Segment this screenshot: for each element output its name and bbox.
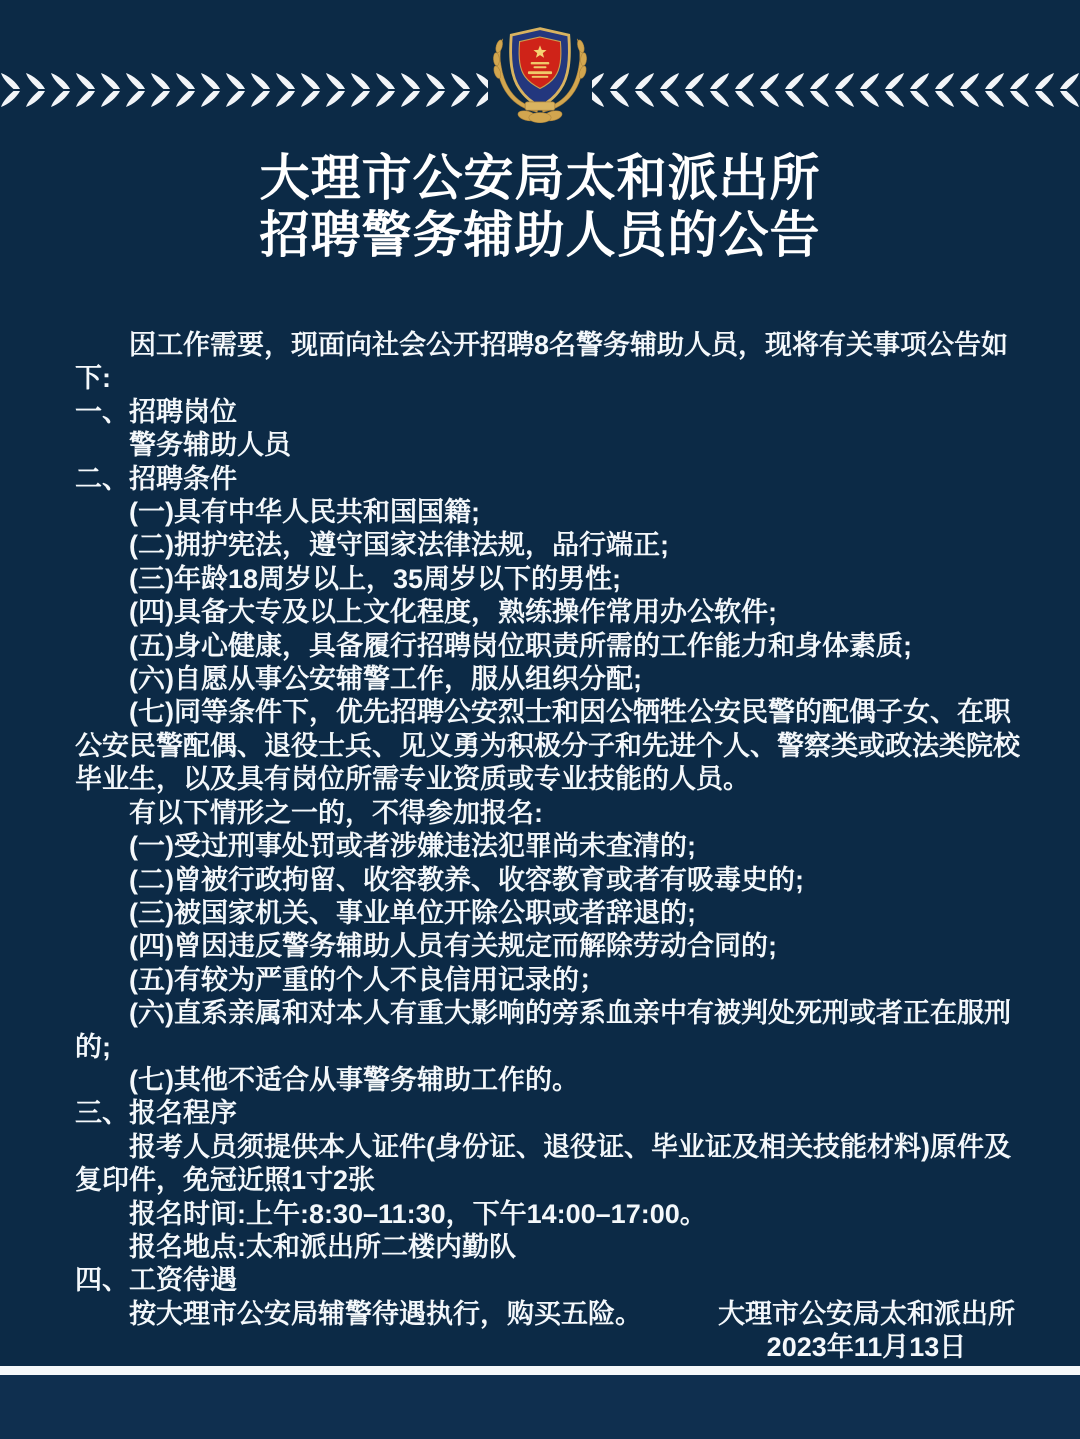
body-paragraph: 报名地点:太和派出所二楼内勤队 bbox=[129, 1231, 516, 1262]
signature-block bbox=[718, 1298, 1015, 1364]
body-paragraph: (四)曾因违反警务辅助人员有关规定而解除劳动合同的; bbox=[129, 931, 777, 962]
signature-org: 大理市公安局太和派出所 bbox=[718, 1299, 1015, 1329]
body-paragraph: 报名时间:上午:8:30–11:30，下午14:00–17:00。 bbox=[129, 1198, 707, 1229]
body-paragraph: 报考人员须提供本人证件(身份证、退役证、毕业证及相关技能材料)原件及复印件，免冠近照1寸2张 bbox=[75, 1131, 1011, 1196]
bottom-white-stripe bbox=[0, 1366, 1080, 1375]
section-heading: 二、招聘条件 bbox=[75, 463, 237, 494]
police-badge-icon bbox=[484, 24, 596, 126]
section-heading: 三、报名程序 bbox=[75, 1098, 237, 1129]
signature-date: 2023年11月13日 bbox=[766, 1332, 967, 1362]
body-paragraph: (四)具备大专及以上文化程度，熟练操作常用办公软件; bbox=[129, 597, 777, 628]
poster-title-line1: 大理市公安局太和派出所 bbox=[259, 150, 821, 206]
poster-title-line2: 招聘警务辅助人员的公告 bbox=[259, 207, 821, 263]
body-paragraph: (一)具有中华人民共和国国籍; bbox=[129, 497, 480, 528]
body-paragraph: (六)直系亲属和对本人有重大影响的旁系血亲中有被判处死刑或者正在服刑的; bbox=[75, 998, 1011, 1062]
body-paragraph: (二)曾被行政拘留、收容教养、收容教育或者有吸毒史的; bbox=[129, 864, 804, 895]
body-paragraph: (三)年龄18周岁以上，35周岁以下的男性; bbox=[129, 563, 622, 594]
body-paragraph: (五)身心健康，具备履行招聘岗位职责所需的工作能力和身体素质; bbox=[129, 630, 912, 661]
left-laurel-band-icon bbox=[0, 73, 488, 107]
body-paragraph: 有以下情形之一的，不得参加报名: bbox=[129, 797, 543, 828]
bottom-navy-band bbox=[0, 1375, 1080, 1439]
poster-title bbox=[0, 150, 1080, 264]
body-paragraph: (七)同等条件下，优先招聘公安烈士和因公牺牲公安民警的配偶子女、在职公安民警配偶、退役士兵、见义勇为积极分子和先进个人、警察类或政法类院校毕业生，以及具有岗位所需专业资质或专业技能的人员。 bbox=[75, 697, 1020, 795]
body-paragraph: (五)有较为严重的个人不良信用记录的； bbox=[129, 964, 606, 995]
section-heading: 一、招聘岗位 bbox=[75, 396, 237, 427]
body-paragraph: (六)自愿从事公安辅警工作，服从组织分配; bbox=[129, 664, 642, 695]
body-paragraph: (三)被国家机关、事业单位开除公职或者辞退的; bbox=[129, 897, 696, 928]
right-laurel-band-icon bbox=[592, 73, 1080, 107]
announcement-body bbox=[75, 329, 1028, 1331]
body-paragraph: (一)受过刑事处罚或者涉嫌违法犯罪尚未查清的; bbox=[129, 831, 696, 862]
section-heading: 四、工资待遇 bbox=[75, 1265, 237, 1296]
body-paragraph: (七)其他不适合从事警务辅助工作的。 bbox=[129, 1064, 579, 1095]
body-paragraph: 因工作需要，现面向社会公开招聘8名警务辅助人员，现将有关事项公告如下: bbox=[75, 330, 1009, 394]
body-paragraph: 警务辅助人员 bbox=[129, 430, 291, 461]
body-paragraph: 按大理市公安局辅警待遇执行，购买五险。 bbox=[129, 1298, 642, 1329]
body-paragraph: (二)拥护宪法，遵守国家法律法规，品行端正; bbox=[129, 530, 669, 561]
